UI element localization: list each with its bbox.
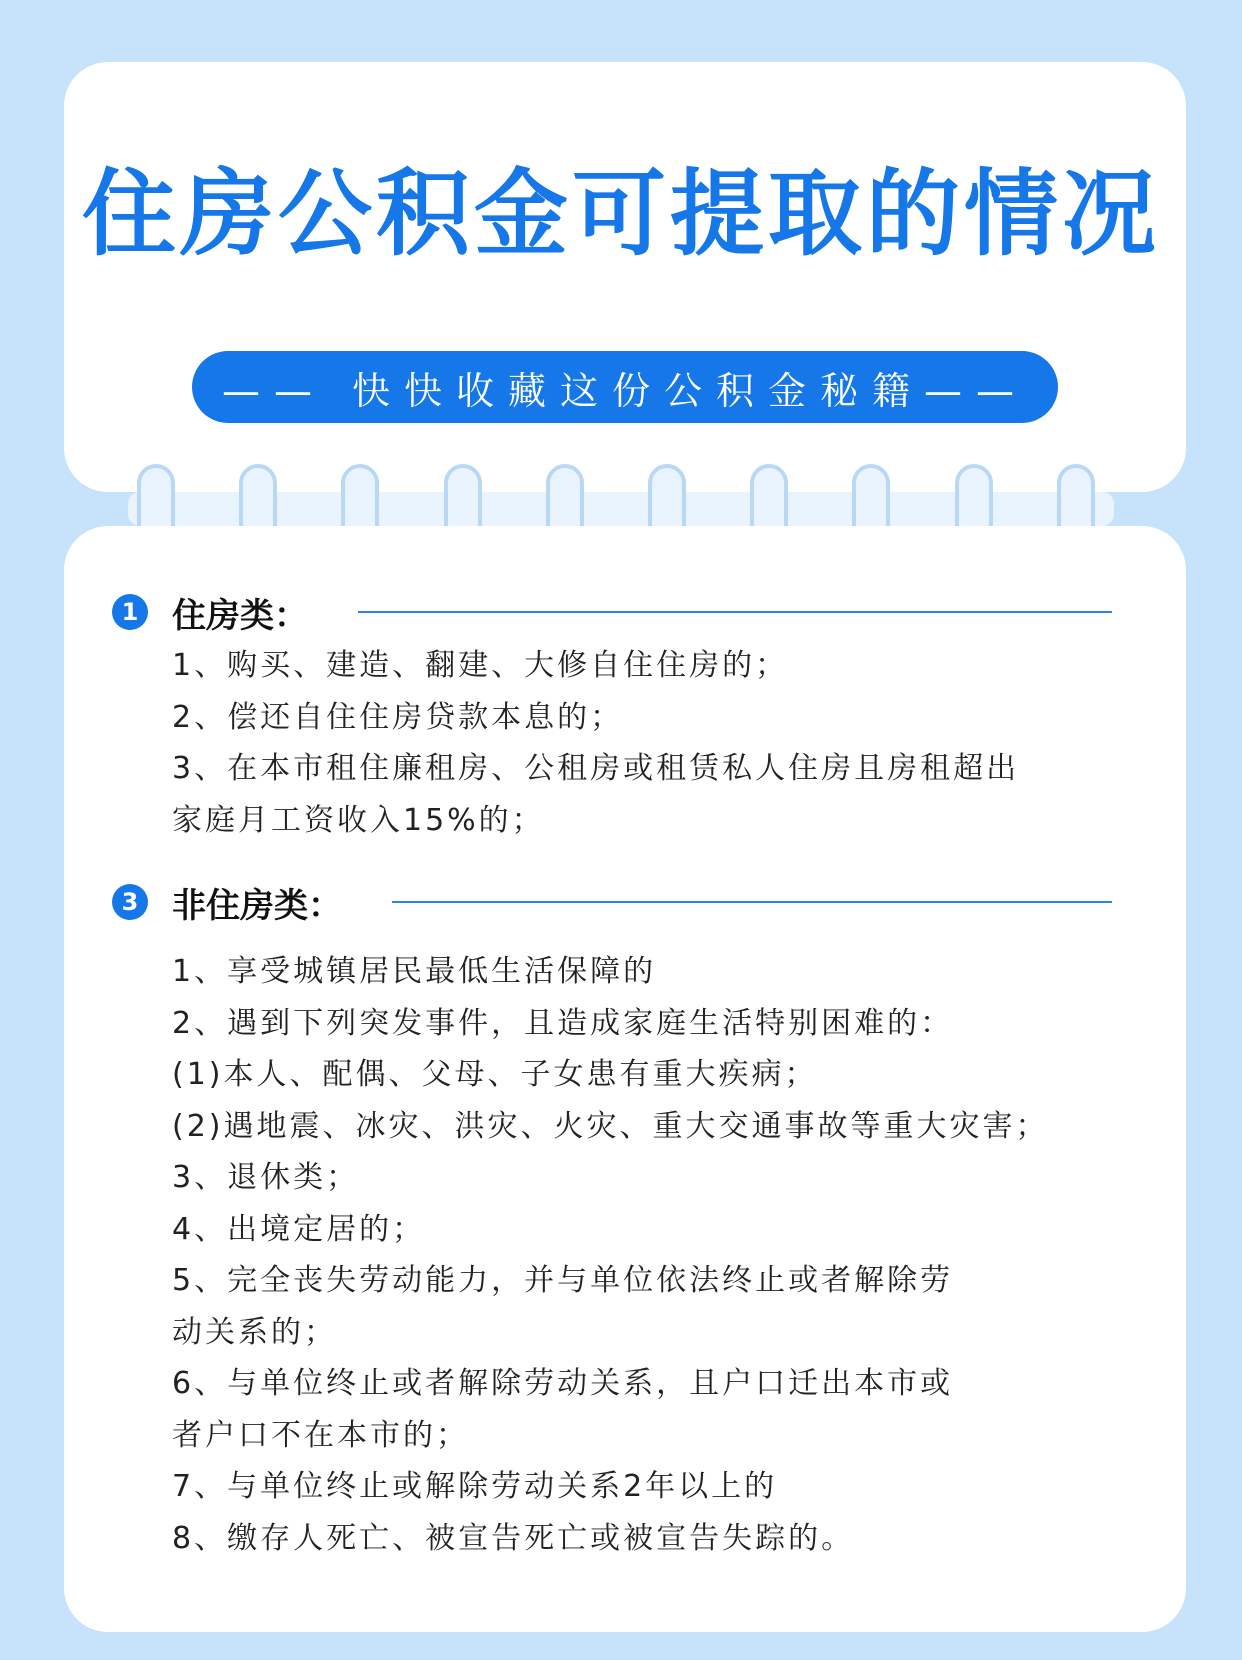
list-item: 6、与单位终止或者解除劳动关系，且户口迁出本市或 [172, 1366, 954, 1401]
section-title: 非住房类： [172, 885, 342, 926]
section-title: 住房类： [172, 595, 308, 636]
item-list [112, 946, 1112, 1564]
list-item: (2)遇地震、冰灾、洪灾、火灾、重大交通事故等重大灾害； [172, 1108, 1049, 1144]
list-item: 2、遇到下列突发事件，且造成家庭生活特别困难的： [172, 1005, 954, 1041]
section-divider [392, 901, 1112, 903]
section-header [112, 588, 1112, 636]
subtitle-banner [192, 351, 1058, 423]
section-divider [358, 611, 1112, 613]
section-non-housing [112, 878, 1112, 1564]
list-item: 5、完全丧失劳动能力，并与单位依法终止或者解除劳 [172, 1263, 954, 1298]
item-list [112, 640, 1112, 846]
subtitle-text: —— 快快收藏这份公积金秘籍—— [221, 368, 1029, 413]
list-item: 3、在本市租住廉租房、公租房或租赁私人住房且房租超出 [172, 751, 1020, 786]
list-item: 1、购买、建造、翻建、大修自住住房的； [172, 648, 789, 683]
list-item: 者户口不在本市的； [172, 1417, 469, 1453]
list-item: 8、缴存人死亡、被宣告死亡或被宣告失踪的。 [172, 1520, 855, 1556]
page-title: 住房公积金可提取的情况 [81, 160, 1160, 269]
list-item: (1)本人、配偶、父母、子女患有重大疾病； [172, 1057, 818, 1092]
list-item: 4、出境定居的； [172, 1211, 426, 1247]
list-item: 3、退休类； [172, 1160, 360, 1195]
list-item: 家庭月工资收入15%的； [172, 802, 545, 838]
number-badge: 3 [112, 884, 148, 920]
list-item: 动关系的； [172, 1314, 337, 1350]
list-item: 7、与单位终止或解除劳动关系2年以上的 [172, 1469, 778, 1504]
list-item: 2、偿还自住住房贷款本息的； [172, 699, 624, 735]
section-housing [112, 588, 1112, 846]
list-item: 1、享受城镇居民最低生活保障的 [172, 954, 657, 989]
number-badge: 1 [112, 594, 148, 630]
header-card [64, 62, 1186, 492]
section-header [112, 878, 1112, 926]
